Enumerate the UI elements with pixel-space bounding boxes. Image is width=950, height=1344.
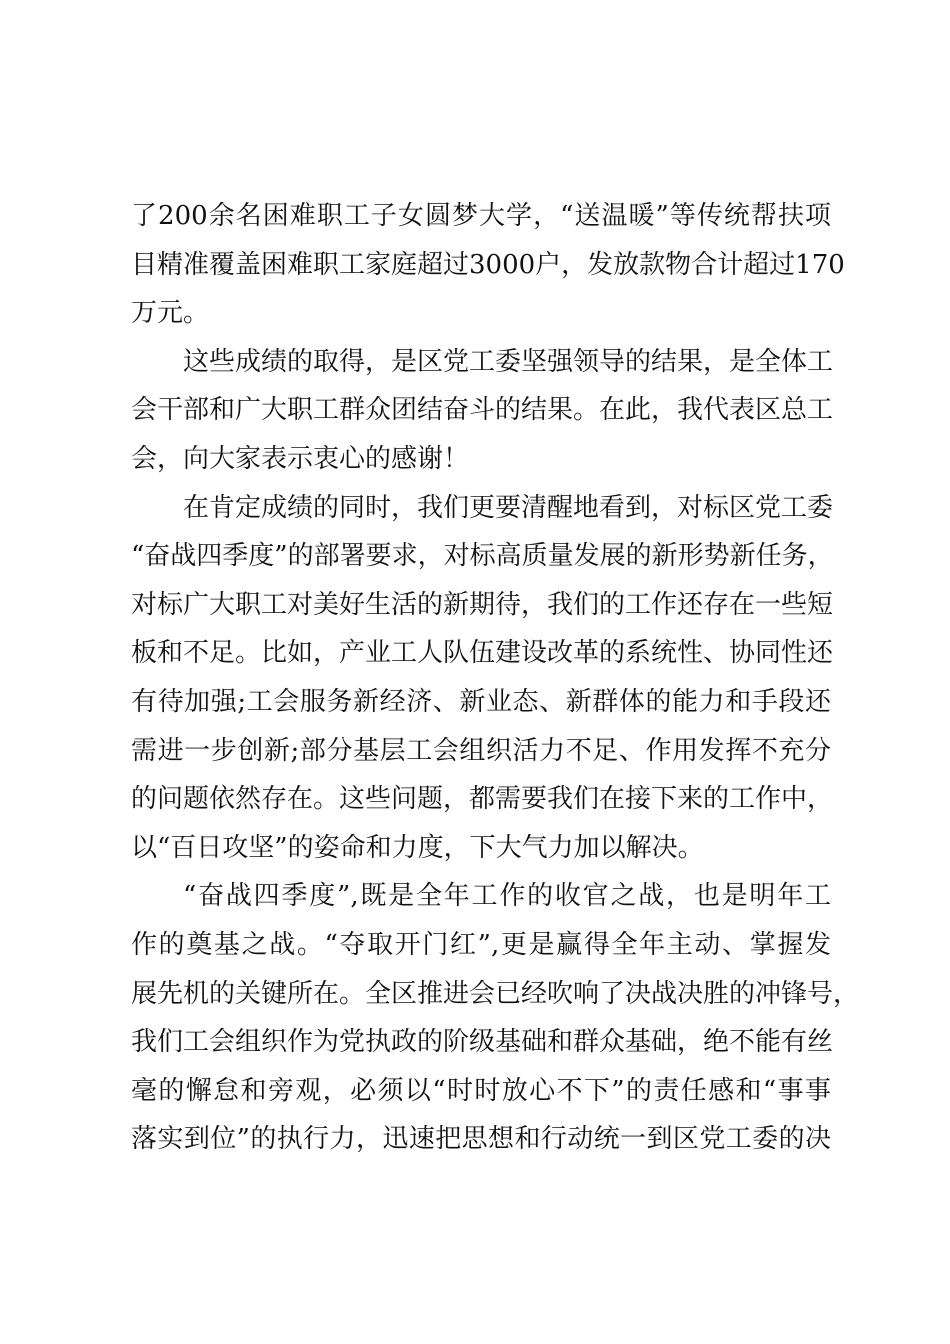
text-line: 了200余名困难职工子女圆梦大学，“送温暖”等传统帮扶项 [131,201,831,231]
text-line: 作的奠基之战。“夺取开门红”,更是赢得全年主动、掌握发 [131,929,831,960]
text-line: 板和不足。比如，产业工人队伍建设改革的系统性、协同性还 [131,638,834,669]
text-line: 对标广大职工对美好生活的新期待，我们的工作还存在一些短 [131,589,834,620]
text-line: 会干部和广大职工群众团结奋斗的结果。在此，我代表区总工 [131,395,834,426]
paragraph-1 [131,192,845,338]
text-line: “奋战四季度”,既是全年工作的收官之战，也是明年工 [183,881,831,912]
text-line: 展先机的关键所在。全区推进会已经吹响了决战决胜的冲锋号， [131,978,860,1009]
document-body [131,192,860,1164]
text-line: 会，向大家表示衷心的感谢！ [131,443,470,474]
text-line: “奋战四季度”的部署要求，对标高质量发展的新形势新任务， [131,541,834,572]
text-line: 这些成绩的取得，是区党工委坚强领导的结果，是全体工 [183,346,834,377]
text-line: 目精准覆盖困难职工家庭超过3000户，发放款物合计超过170 [131,249,845,280]
text-line: 我们工会组织作为党执政的阶级基础和群众基础，绝不能有丝 [131,1027,834,1058]
paragraph-2 [131,338,834,484]
text-line: 落实到位”的执行力，迅速把思想和行动统一到区党工委的决 [131,1124,831,1155]
paragraph-3 [131,484,834,873]
text-line: 需进一步创新;部分基层工会组织活力不足、作用发挥不充分 [131,735,831,766]
text-line: 的问题依然存在。这些问题，都需要我们在接下来的工作中， [131,784,834,815]
text-line: 以“百日攻坚”的姿命和力度，下大气力加以解决。 [131,832,704,863]
text-line: 有待加强;工会服务新经济、新业态、新群体的能力和手段还 [131,686,831,717]
paragraph-4 [131,872,860,1164]
text-line: 在肯定成绩的同时，我们更要清醒地看到，对标区党工委 [183,492,834,523]
text-line: 万元。 [131,298,210,329]
text-line: 毫的懈怠和旁观，必须以“时时放心不下”的责任感和“事事 [131,1075,831,1106]
